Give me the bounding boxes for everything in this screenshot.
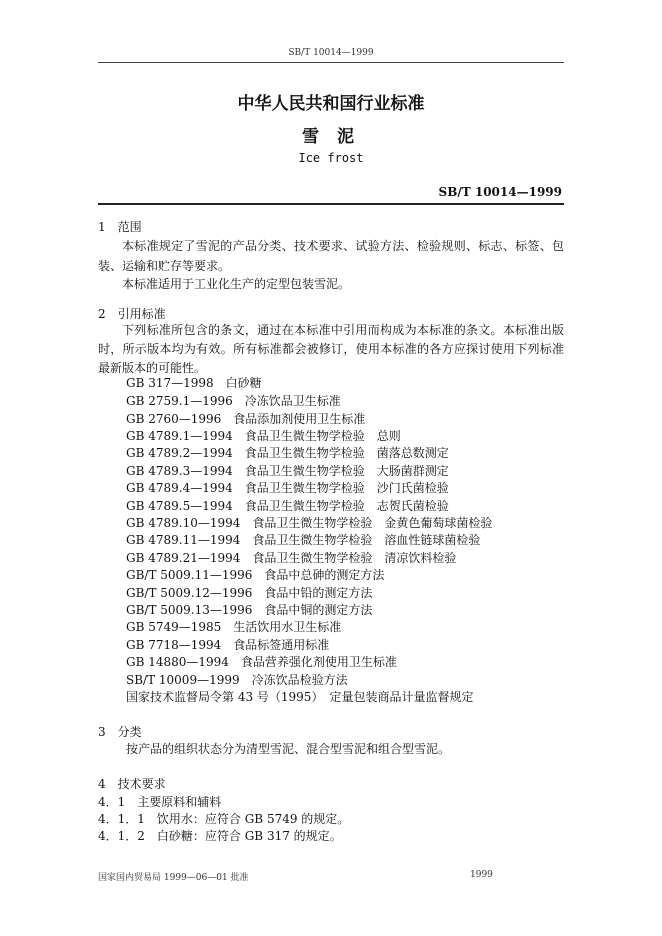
ref-item: SB/T 10009—1999 冷冻饮品检验方法 — [126, 673, 348, 687]
ref-item: GB 4789.10—1994 食品卫生微生物学检验 金黄色葡萄球菌检验 — [126, 516, 493, 530]
ref-item: GB 2759.1—1996 冷冻饮品卫生标准 — [126, 394, 341, 408]
section-4-1-heading: 4．1 主要原料和辅料 — [98, 795, 222, 809]
running-header: SB/T 10014—1999 — [288, 48, 374, 58]
section-3-paragraph-1: 按产品的组织状态分为清型雪泥、混合型雪泥和组合型雪泥。 — [126, 742, 451, 756]
doc-title: 雪 泥 — [302, 127, 360, 147]
standard-number: SB/T 10014—1999 — [438, 185, 562, 199]
section-4-1-2: 4．1．2 白砂糖：应符合 GB 317 的规定。 — [98, 829, 342, 843]
ref-item: GB 4789.1—1994 食品卫生微生物学检验 总则 — [126, 429, 401, 443]
section-1-heading: 1 范围 — [98, 220, 142, 234]
ref-item: GB 14880—1994 食品营养强化剂使用卫生标准 — [126, 655, 397, 669]
doc-category-title: 中华人民共和国行业标准 — [237, 94, 425, 114]
ref-item: GB 2760—1996 食品添加剂使用卫生标准 — [126, 412, 366, 426]
ref-item: GB 4789.21—1994 食品卫生微生物学检验 清凉饮料检验 — [126, 551, 457, 565]
ref-item: GB/T 5009.12—1996 食品中铅的测定方法 — [126, 586, 373, 600]
section-1-paragraph-1: 本标准规定了雪泥的产品分类、技术要求、试验方法、检验规则、标志、标签、包装、运输和贮存等要求。 — [98, 239, 564, 273]
ref-item: GB/T 5009.13—1996 食品中铜的测定方法 — [126, 603, 373, 617]
ref-item: GB 4789.4—1994 食品卫生微生物学检验 沙门氏菌检验 — [126, 481, 449, 495]
section-1-paragraph-2: 本标准适用于工业化生产的定型包装雪泥。 — [122, 277, 351, 291]
section-2-heading: 2 引用标准 — [98, 307, 166, 321]
section-4-1-1: 4．1．1 饮用水：应符合 GB 5749 的规定。 — [98, 812, 350, 826]
section-3-heading: 3 分类 — [98, 725, 142, 739]
ref-item: GB 4789.11—1994 食品卫生微生物学检验 溶血性链球菌检验 — [126, 533, 481, 547]
section-2-paragraph-1: 下列标准所包含的条文，通过在本标准中引用而构成为本标准的条文。本标准出版时，所示版本均为有效。所有标准都会被修订，使用本标准的各方应探讨使用下列标准最新版本的可能性。 — [98, 323, 564, 375]
ref-item: GB 5749—1985 生活饮用水卫生标准 — [126, 620, 342, 634]
approval-footer: 国家国内贸易局 1999—06—01 批准 — [98, 873, 249, 883]
title-rule — [98, 203, 564, 205]
ref-item: GB/T 5009.11—1996 食品中总砷的测定方法 — [126, 568, 385, 582]
ref-item: 国家技术监督局令第 43 号（1995） 定量包装商品计量监督规定 — [126, 690, 474, 704]
ref-item: GB 4789.3—1994 食品卫生微生物学检验 大肠菌群测定 — [126, 464, 449, 478]
doc-english-title: Ice frost — [298, 151, 364, 165]
ref-item: GB 7718—1994 食品标签通用标准 — [126, 638, 330, 652]
ref-item: GB 4789.2—1994 食品卫生微生物学检验 菌落总数测定 — [126, 446, 449, 460]
footer-year: 1999 — [470, 870, 493, 880]
header-rule — [98, 62, 564, 63]
ref-item: GB 4789.5—1994 食品卫生微生物学检验 志贺氏菌检验 — [126, 499, 449, 513]
ref-item: GB 317—1998 白砂糖 — [126, 376, 262, 390]
section-4-heading: 4 技术要求 — [98, 777, 166, 791]
